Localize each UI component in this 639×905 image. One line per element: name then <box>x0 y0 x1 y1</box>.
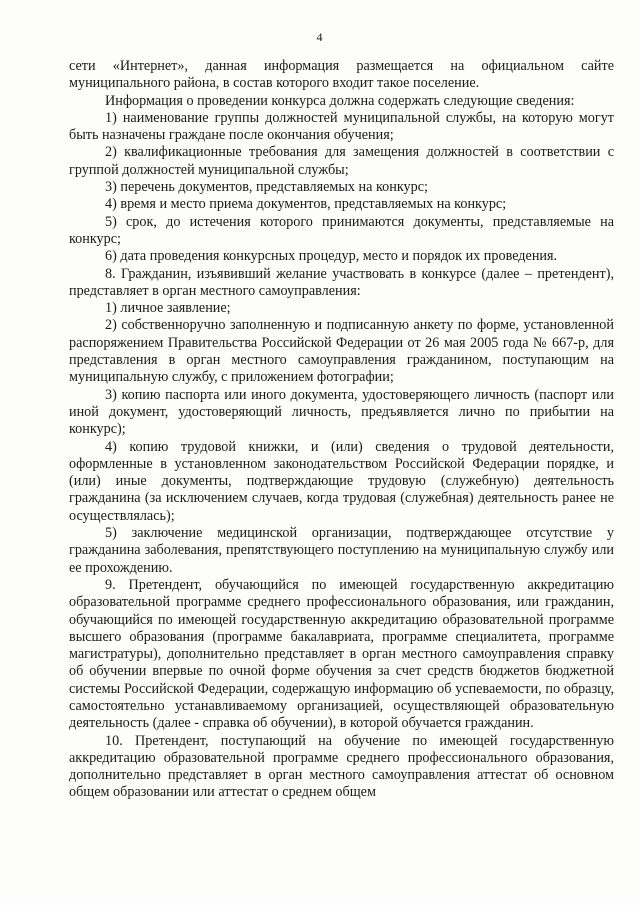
paragraph: 4) копию трудовой книжки, и (или) сведения о трудовой деятельности, оформленные в установленном законодательством Российской Федерации порядке, и (или) иные документы, подтверждающие трудовую (служебную) деятельность гражданина (за исключением случаев, когда трудовая (служебная) деятельность ранее не осуществлялась); <box>69 438 614 524</box>
paragraph: 1) личное заявление; <box>105 300 231 317</box>
page-number: 4 <box>316 30 323 44</box>
paragraph: 2) квалификационные требования для замещения должностей в соответствии с группой должностей муниципальной службы; <box>69 144 614 178</box>
document-body <box>69 58 614 802</box>
paragraph: 10. Претендент, поступающий на обучение по имеющей государственную аккредитацию образовательной программе среднего профессионального образования, дополнительно представляет в орган местного самоуправления аттестат об основном общем образовании или аттестат о среднем общем <box>69 732 614 801</box>
paragraph: Информация о проведении конкурса должна содержать следующие сведения: <box>105 92 575 109</box>
paragraph: 3) копию паспорта или иного документа, удостоверяющего личность (паспорт или иной документ, удостоверяющий личность, предъявляется лично по прибытии на конкурс); <box>69 386 614 438</box>
paragraph: 1) наименование группы должностей муниципальной службы, на которую могут быть назначены граждане после окончания обучения; <box>69 109 614 144</box>
paragraph: 6) дата проведения конкурсных процедур, место и порядок их проведения. <box>105 248 558 265</box>
paragraph: сети «Интернет», данная информация размещается на официальном сайте муниципального района, в состав которого входит такое поселение. <box>69 58 614 92</box>
paragraph: 4) время и место приема документов, представляемых на конкурс; <box>105 196 507 213</box>
paragraph: 5) заключение медицинской организации, подтверждающее отсутствие у гражданина заболевания, препятствующего поступлению на муниципальную службу или ее прохождению. <box>69 525 614 576</box>
paragraph: 3) перечень документов, представляемых на конкурс; <box>105 179 428 196</box>
paragraph: 8. Гражданин, изъявивший желание участвовать в конкурсе (далее – претендент), представляет в орган местного самоуправления: <box>69 265 614 299</box>
paragraph: 2) собственноручно заполненную и подписанную анкету по форме, установленной распоряжением Правительства Российской Федерации от 26 мая 2005 года № 667-р, для представления в орган местного самоуправления гражданином, поступающим на муниципальную службу, с приложением фотографии; <box>69 317 614 386</box>
paragraph: 5) срок, до истечения которого принимаются документы, представляемые на конкурс; <box>69 213 614 247</box>
paragraph: 9. Претендент, обучающийся по имеющей государственную аккредитацию образовательной программе среднего профессионального образования, или гражданин, обучающийся по имеющей государственную аккредитацию образовательной программе высшего образования (программе бакалавриата, программе специалитета, программе магистратуры), дополнительно представляет в орган местного самоуправления справку об обучении впервые по очной форме обучения за счет средств бюджетов бюджетной системы Российской Федерации, содержащую информацию об успеваемости, по образцу, самостоятельно устанавливаемому организацией, осуществляющей образовательную деятельность (далее - справка об обучении), в которой обучается гражданин. <box>69 576 614 732</box>
